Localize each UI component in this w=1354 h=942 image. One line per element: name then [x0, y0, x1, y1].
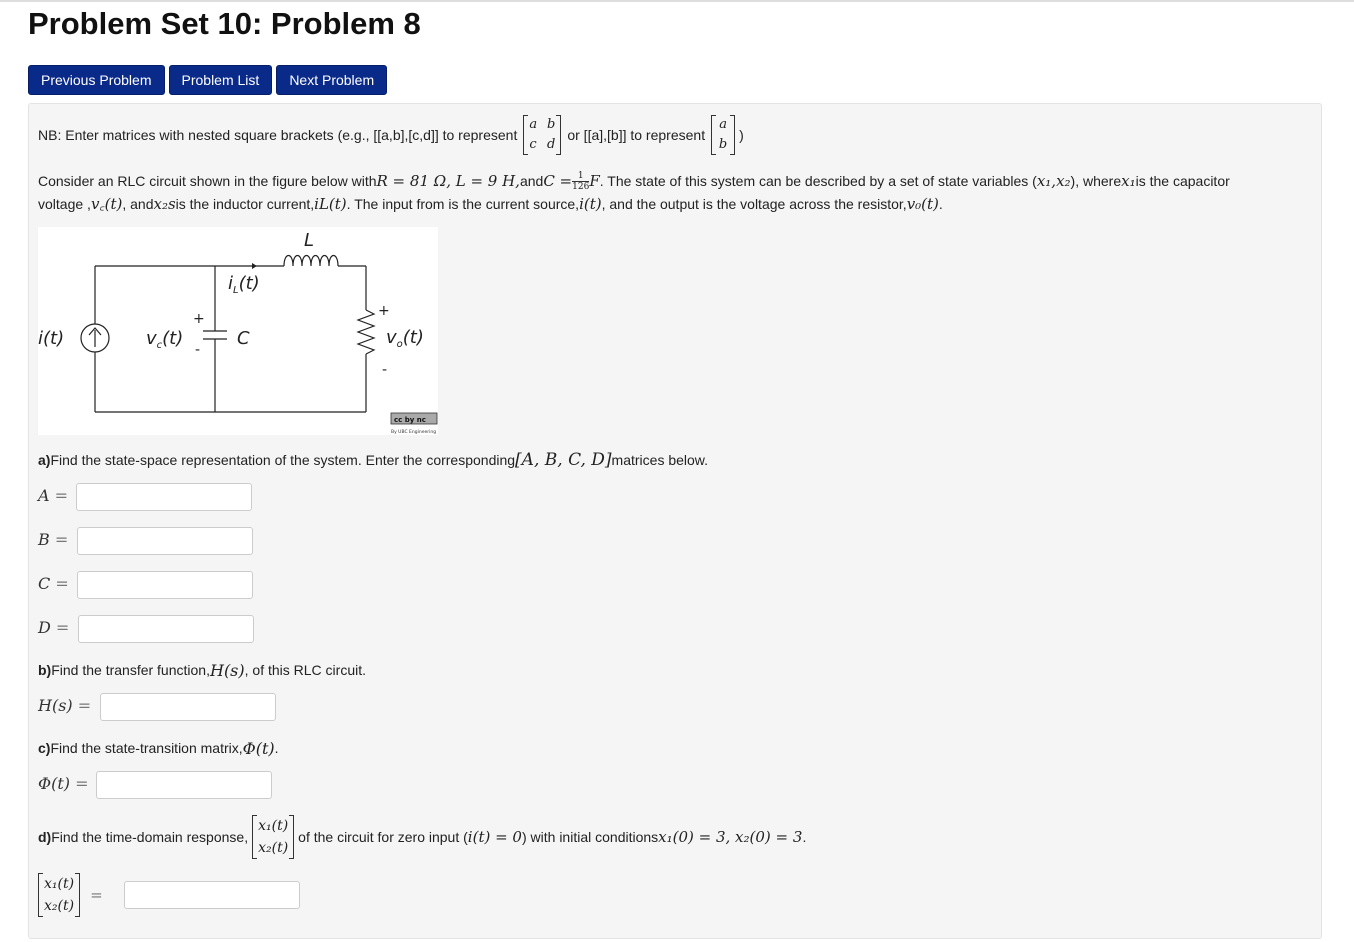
problem-text: . The input from is the current source, [346, 196, 580, 212]
vector-x1: x₁(t) [44, 876, 75, 892]
label-c: C [38, 574, 51, 593]
vc-t: (t) [162, 328, 184, 349]
part-a-prompt [38, 449, 708, 471]
capacitor-unit: F [589, 172, 600, 190]
part-c-label: c) [38, 740, 51, 756]
equals: = [50, 618, 70, 637]
output-minus: - [382, 362, 388, 378]
output-voltage-label [386, 327, 424, 350]
part-d-text: ) with initial conditions [521, 829, 659, 845]
problem-text: voltage , [38, 196, 91, 212]
vo-t: (t) [402, 327, 424, 348]
label-a: A [38, 486, 50, 505]
label-d: D [38, 618, 51, 637]
transfer-function-symbol: H(s) [209, 660, 245, 680]
vector-b: b [718, 137, 728, 152]
vector-x2: x₂(t) [258, 840, 289, 856]
previous-problem-button[interactable]: Previous Problem [28, 65, 165, 95]
vo-v: v [386, 327, 397, 348]
capacitor-voltage: v꜀(t) [90, 195, 123, 213]
problem-text: is the capacitor [1135, 173, 1230, 189]
vo-sub: o [396, 339, 403, 350]
fraction-numerator: 1 [572, 171, 589, 182]
output-plus: + [378, 303, 390, 319]
vector-x1: x₁(t) [258, 818, 289, 834]
time-response-label [38, 872, 103, 918]
state-vector-label [38, 873, 80, 917]
transfer-function-input[interactable] [100, 693, 276, 721]
vc-sub: c [156, 340, 163, 351]
part-b-prompt [38, 659, 366, 681]
part-b-text: , of this RLC circuit. [244, 662, 367, 678]
state-transition-input[interactable] [96, 771, 272, 799]
equals: = [50, 574, 69, 593]
part-c-text: Find the state-transition matrix, [50, 740, 243, 756]
part-d-prompt [38, 814, 806, 860]
problem-line-2 [38, 193, 943, 215]
problem-line-1 [38, 170, 1230, 192]
part-a-label: a) [38, 452, 51, 468]
initial-conditions: x₁(0) = 3, x₂(0) = 3 [658, 828, 803, 846]
problem-text: . [938, 196, 943, 212]
equals: = [72, 696, 92, 715]
note-prefix: NB: Enter matrices with nested square brackets (e.g., [[a,b],[c,d]] to represent [38, 127, 518, 143]
zero-input-condition: i(t) = 0 [467, 828, 522, 846]
top-border [0, 0, 1354, 2]
equals: = [90, 886, 103, 904]
example-vector [711, 115, 735, 155]
il-sub: L [233, 285, 239, 296]
matrix-entry-note [38, 114, 744, 156]
resistor-value: R = 81 Ω, L = 9 H, [376, 172, 520, 190]
vector-a: a [719, 117, 727, 132]
state-transition-symbol: Φ(t) [242, 738, 275, 758]
inductor-current-label [228, 273, 260, 296]
label-h: H(s) [38, 696, 73, 715]
equals: = [70, 774, 89, 793]
page-title: Problem Set 10: Problem 8 [28, 6, 421, 41]
fraction-denominator: 126 [572, 181, 590, 192]
problem-nav [28, 65, 387, 95]
matrix-a-input[interactable] [76, 483, 252, 511]
capacitor-label: C [237, 328, 250, 349]
note-suffix: ) [739, 127, 744, 143]
problem-list-button[interactable]: Problem List [169, 65, 273, 95]
part-d-text: of the circuit for zero input ( [298, 829, 468, 845]
cc-license-text: cc by nc [394, 416, 426, 424]
transfer-function-label [38, 696, 91, 715]
vc-v: v [146, 328, 157, 349]
matrix-c: c [529, 137, 537, 152]
part-b-label: b) [38, 662, 52, 678]
capacitor-fraction [572, 171, 589, 192]
circuit-diagram [38, 227, 438, 435]
label-b: B [38, 530, 50, 549]
part-c-prompt [38, 737, 279, 759]
part-d-label: d) [38, 829, 52, 845]
state-variables: x₁,x₂ [1036, 172, 1071, 190]
time-response-input[interactable] [124, 881, 300, 909]
problem-text: , and the output is the voltage across the resistor, [601, 196, 907, 212]
problem-text: and [519, 173, 544, 189]
source-current-label: i(t) [38, 328, 65, 349]
example-matrix-2x2 [523, 115, 561, 155]
matrix-d-label [38, 618, 69, 637]
next-problem-button[interactable]: Next Problem [276, 65, 387, 95]
problem-text: . The state of this system can be described by a set of state variables ( [599, 173, 1037, 189]
matrix-d-input[interactable] [78, 615, 254, 643]
note-middle: or [[a],[b]] to represent [567, 127, 706, 143]
part-a-text: matrices below. [611, 452, 709, 468]
part-d-text: Find the time-domain response, [51, 829, 249, 845]
figure-credit: By UBC Engineering [391, 430, 437, 435]
matrix-a-label [38, 486, 68, 505]
state-x2: x₂s [153, 195, 176, 213]
state-vector [252, 815, 294, 859]
equals: = [49, 486, 69, 505]
problem-text: is the inductor current, [175, 196, 315, 212]
problem-text: ), where [1070, 173, 1122, 189]
equals: = [49, 530, 69, 549]
part-c-text: . [274, 740, 279, 756]
matrix-a: a [529, 117, 538, 132]
part-a-text: Find the state-space representation of the system. Enter the corresponding [50, 452, 516, 468]
inductor-label: L [304, 230, 315, 251]
abcd-matrices: [A, B, C, D] [515, 450, 612, 470]
problem-text: , and [122, 196, 154, 212]
matrix-d: d [547, 137, 556, 152]
capacitor-label: C = [543, 172, 573, 190]
part-b-text: Find the transfer function, [51, 662, 210, 678]
source-current: i(t) [579, 195, 602, 213]
problem-text: Consider an RLC circuit shown in the figure below with [38, 173, 377, 189]
label-phi: Φ(t) [38, 774, 71, 793]
matrix-b-input[interactable] [77, 527, 253, 555]
il-i: i [228, 273, 234, 294]
matrix-c-input[interactable] [77, 571, 253, 599]
capacitor-minus: - [195, 342, 201, 358]
matrix-c-label [38, 574, 69, 593]
capacitor-voltage-label [146, 328, 183, 351]
inductor-current: iL(t) [314, 195, 347, 213]
vector-x2: x₂(t) [44, 898, 75, 914]
state-transition-label [38, 774, 89, 793]
capacitor-plus: + [193, 311, 205, 327]
matrix-b: b [547, 117, 556, 132]
state-x1: x₁ [1121, 172, 1136, 190]
matrix-b-label [38, 530, 68, 549]
il-t: (t) [238, 273, 260, 294]
part-d-text: . [802, 829, 807, 845]
rlc-circuit-figure [38, 227, 438, 435]
output-voltage: v₀(t) [906, 195, 939, 213]
